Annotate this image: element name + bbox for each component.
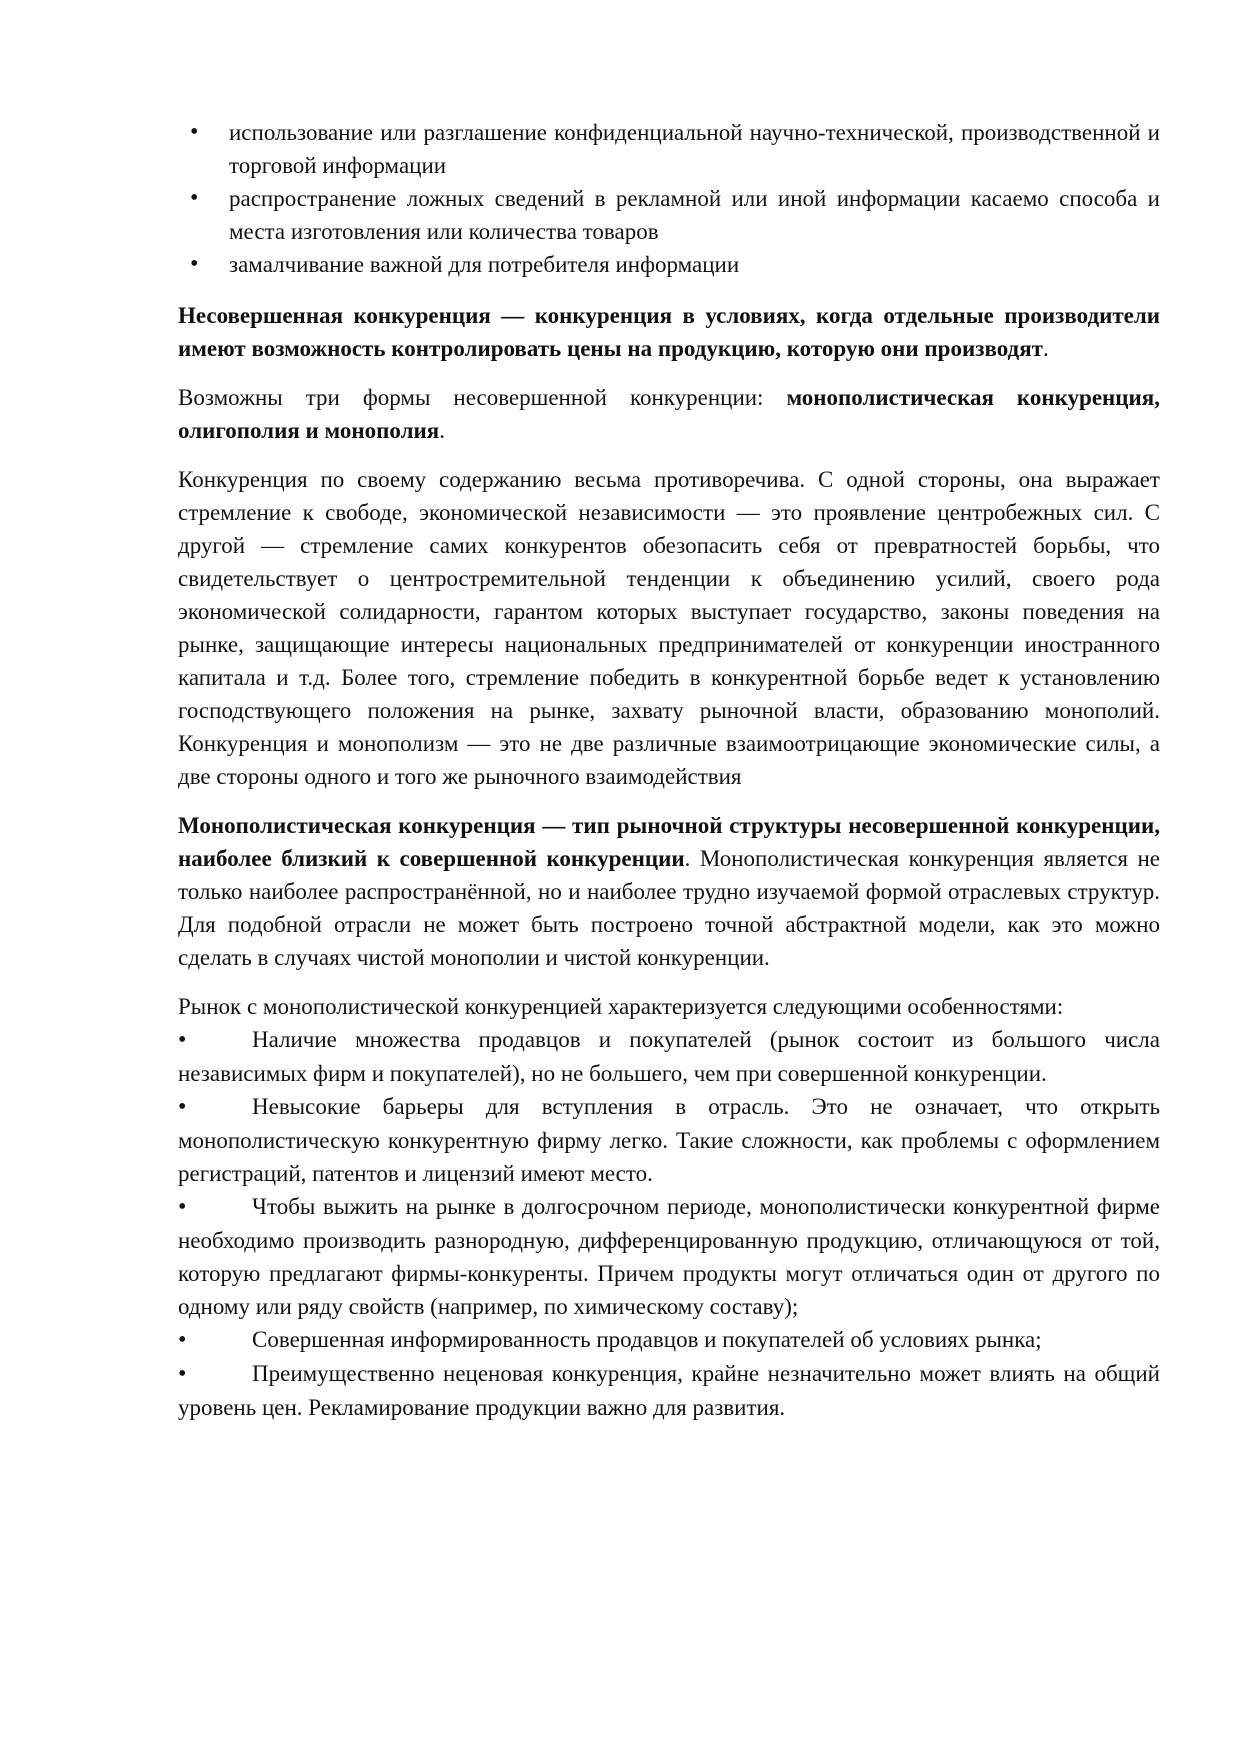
list-item [178,1190,1160,1323]
document-body [178,116,1160,1424]
text: Возможны три формы несовершенной конкуренции: [178,385,787,410]
list-item: • использование или разглашение конфиденциальной научно-технической, производственной и торговой информации [154,116,1160,182]
bullet-icon: • [178,1094,187,1120]
list-item-text: Наличие множества продавцов и покупателей (рынок состоит из большого числа независимых фирм и покупателей), но не большего, чем при совершенной конкуренции. [178,1027,1160,1086]
features-intro: Рынок с монополистической конкуренцией характеризуется следующими особенностями: [178,994,1064,1019]
list-item: • замалчивание важной для потребителя информации [154,248,1160,281]
bullet-icon: • [178,1194,187,1220]
list-item-text: Чтобы выжить на рынке в долгосрочном периоде, монополистически конкурентной фирме необходимо производить разнородную, дифференцированную продукцию, отличающуюся от той, которую предлагают фирмы-конкуренты. Причем продукты могут отличаться один от другого по одному или ряду свойств (например, по химическому составу); [178,1194,1160,1319]
bold-text: Монополистическая конкуренция — тип рыночной структуры несовершенной конкуренции, наиболее близкий к совершенной конкуренции [178,813,1160,871]
list-item-text: Совершенная информированность продавцов и покупателей об условиях рынка; [252,1327,1042,1352]
violations-list [178,116,1160,281]
definition-monopolistic-competition [178,809,1160,974]
text: . [439,418,445,443]
forms-paragraph [178,381,1160,447]
bullet-icon: • [178,1327,187,1353]
list-item-text: Преимущественно неценовая конкуренция, крайне незначительно может влиять на общий уровень цен. Рекламирование продукции важно для развития. [178,1361,1160,1420]
definition-imperfect-competition [178,299,1160,365]
bullet-icon: • [178,1027,187,1053]
bold-text: монополистическая конкуренция, олигополия и монополия [178,385,1160,443]
competition-paragraph: Конкуренция по своему содержанию весьма противоречива. С одной стороны, она выражает стремление к свободе, экономической независимости — это проявление центробежных сил. С другой — стремление самих конкурентов обезопасить себя от превратностей борьбы, что свидетельствует о центростремительной тенденции к объединению усилий, своего рода экономической солидарности, гарантом которых выступает государство, законы поведения на рынке, защищающие интересы национальных предпринимателей от конкуренции иностранного капитала и т.д. Более того, стремление победить в конкурентной борьбе ведет к установлению господствующего положения на рынке, захвату рыночной власти, образованию монополий. Конкуренция и монополизм — это не две различные взаимоотрицающие экономические силы, а две стороны одного и того же рыночного взаимодействия [178,467,1160,789]
list-item [178,1323,1160,1357]
text: . Монополистическая конкуренция является не только наиболее распространённой, но и наиболее трудно изучаемой формой отраслевых структур. Для подобной отрасли не может быть построено точной абстрактной модели, как это можно сделать в случаях чистой монополии и чистой конкуренции. [178,846,1160,970]
text: . [1042,336,1049,361]
features-list [178,1023,1160,1424]
bullet-icon: • [178,1361,187,1387]
list-item: • распространение ложных сведений в рекламной или иной информации касаемо способа и места изготовления или количества товаров [154,182,1160,248]
list-item [178,1357,1160,1424]
list-item-text: Невысокие барьеры для вступления в отрасль. Это не означает, что открыть монополистическую конкурентную фирму легко. Такие сложности, как проблемы с оформлением регистраций, патентов и лицензий имеют место. [178,1094,1160,1186]
list-item [178,1090,1160,1190]
bold-text: Несовершенная конкуренция — конкуренция в условиях, когда отдельные производители имеют возможность контролировать цены на продукцию, которую они производят [178,303,1160,361]
list-item [178,1023,1160,1090]
